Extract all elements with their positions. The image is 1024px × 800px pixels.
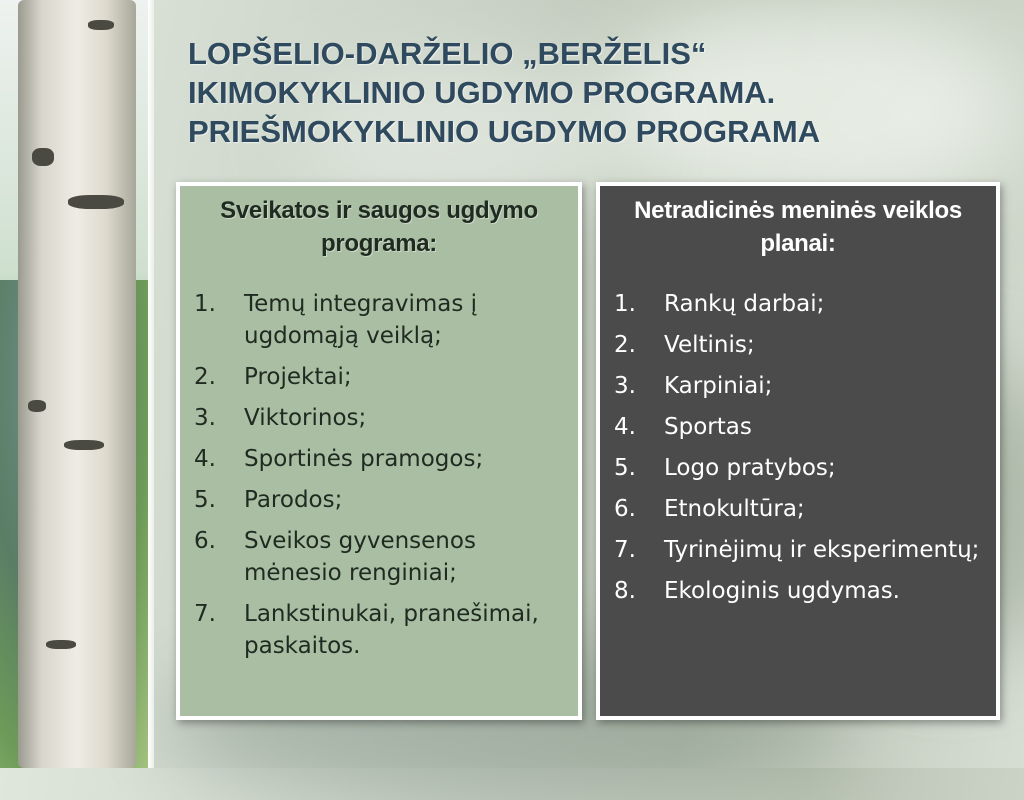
item-text: Temų integravimas į ugdomąją veiklą;: [244, 291, 478, 349]
item-number: 1.: [194, 291, 216, 317]
slide-title: [188, 34, 988, 151]
title-line: LOPŠELIO-DARŽELIO „BERŽELIS“: [188, 36, 707, 71]
item-text: Sportas: [664, 414, 752, 440]
item-number: 3.: [614, 373, 636, 399]
list-item: [194, 402, 564, 434]
item-text: Viktorinos;: [244, 405, 367, 431]
list-item: [614, 288, 982, 320]
list-item: [194, 443, 564, 475]
title-line: PRIEŠMOKYKLINIO UGDYMO PROGRAMA: [188, 114, 821, 149]
list-item: [614, 575, 982, 607]
list-item: [614, 411, 982, 443]
item-text: Veltinis;: [664, 332, 755, 358]
list-item: [614, 493, 982, 525]
program-list: [194, 288, 564, 662]
title-line: IKIMOKYKLINIO UGDYMO PROGRAMA.: [188, 75, 776, 110]
item-text: Etnokultūra;: [664, 496, 805, 522]
item-text: Tyrinėjimų ir eksperimentų;: [664, 537, 980, 563]
health-safety-panel: [176, 182, 582, 720]
item-number: 6.: [614, 496, 636, 522]
item-number: 7.: [614, 537, 636, 563]
item-number: 6.: [194, 528, 216, 554]
list-item: [614, 329, 982, 361]
birch-tree-photo: [0, 0, 148, 768]
item-number: 5.: [614, 455, 636, 481]
item-number: 4.: [194, 446, 216, 472]
item-text: Lankstinukai, pranešimai, paskaitos.: [244, 601, 539, 659]
item-number: 3.: [194, 405, 216, 431]
item-text: Sveikos gyvensenos mėnesio renginiai;: [244, 528, 476, 586]
list-item: [194, 598, 564, 662]
item-text: Karpiniai;: [664, 373, 773, 399]
item-number: 2.: [614, 332, 636, 358]
item-text: Logo pratybos;: [664, 455, 836, 481]
item-number: 5.: [194, 487, 216, 513]
list-item: [194, 484, 564, 516]
item-number: 4.: [614, 414, 636, 440]
item-number: 1.: [614, 291, 636, 317]
list-item: [194, 288, 564, 352]
list-item: [614, 534, 982, 566]
list-item: [194, 361, 564, 393]
item-number: 2.: [194, 364, 216, 390]
list-item: [194, 525, 564, 589]
item-text: Rankų darbai;: [664, 291, 825, 317]
item-number: 7.: [194, 601, 216, 627]
panel-heading: Sveikatos ir saugos ugdymo programa:: [220, 197, 538, 257]
list-item: [614, 452, 982, 484]
birch-trunk: [18, 0, 136, 768]
item-text: Parodos;: [244, 487, 343, 513]
item-number: 8.: [614, 578, 636, 604]
photo-strip-border: [148, 0, 154, 768]
activities-list: [614, 288, 982, 607]
panel-heading: Netradicinės meninės veiklos planai:: [634, 197, 962, 257]
list-item: [614, 370, 982, 402]
item-text: Sportinės pramogos;: [244, 446, 484, 472]
item-text: Ekologinis ugdymas.: [664, 578, 900, 604]
item-text: Projektai;: [244, 364, 352, 390]
art-activities-panel: [596, 182, 1000, 720]
